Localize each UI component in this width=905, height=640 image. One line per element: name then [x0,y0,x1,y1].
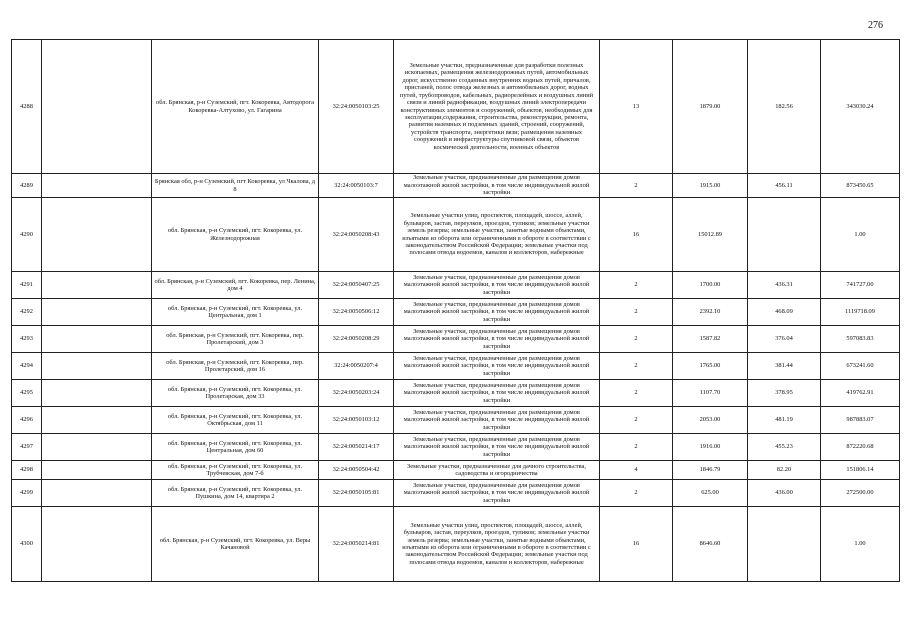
code-cell: 13 [600,40,673,174]
row-id: 4292 [12,299,42,326]
land-purpose-cell: Земельные участки, предназначенные для размещения домов малоэтажной жилой застройки, в том числе индивидуальной жилой застройки [394,272,600,299]
row-id: 4288 [12,40,42,174]
rate-cell: 481.19 [748,407,821,434]
value-cell: 1119718.09 [821,299,900,326]
code-cell: 2 [600,299,673,326]
cadastral-number-cell: 32:24:0050208:43 [319,198,394,272]
row-id: 4299 [12,480,42,507]
area-cell: 1107.70 [673,380,748,407]
rate-cell: 436.00 [748,480,821,507]
address-cell: обл. Брянская, р-н Суземский, пгт. Кокоревка, пер. Пролетарский, дом 16 [152,353,319,380]
area-cell: 1587.82 [673,326,748,353]
address-cell: обл. Брянская, р-н Суземский, пгт. Кокоревка, ул. Пролетарская, дом 33 [152,380,319,407]
rate-cell [748,507,821,582]
rate-cell: 82.20 [748,461,821,480]
cadastral-number-cell: 32:24:0050105:81 [319,480,394,507]
row-id: 4291 [12,272,42,299]
area-cell: 15012.89 [673,198,748,272]
value-cell: 597083.83 [821,326,900,353]
cadastral-number-cell: 32:24:0050214:81 [319,507,394,582]
empty-cell [42,380,152,407]
rate-cell: 456.11 [748,174,821,198]
value-cell: 272500.00 [821,480,900,507]
code-cell: 16 [600,198,673,272]
address-cell: Брянская обл, р-н Суземский, пгт Кокоревка, ул Чкалова, д 8 [152,174,319,198]
land-purpose-cell: Земельные участки, предназначенные для размещения домов малоэтажной жилой застройки, в том числе индивидуальной жилой застройки [394,480,600,507]
table-row [12,299,900,326]
empty-cell [42,40,152,174]
area-cell: 2392.10 [673,299,748,326]
page-number: 276 [868,20,883,31]
land-purpose-cell: Земельные участки, предназначенные для размещения домов малоэтажной жилой застройки, в том числе индивидуальной жилой застройки [394,380,600,407]
row-id: 4300 [12,507,42,582]
address-cell: обл. Брянская, р-н Суземский, пгт. Кокоревка, ул. Трубчевская, дом 7-б [152,461,319,480]
value-cell: 343030.24 [821,40,900,174]
value-cell: 151806.14 [821,461,900,480]
empty-cell [42,198,152,272]
table-row [12,380,900,407]
value-cell: 873450.65 [821,174,900,198]
address-cell: обл. Брянская, р-н Суземский, пгт. Кокоревка, ул. Центральная, дом 60 [152,434,319,461]
address-cell: обл. Брянская, р-н Суземский, пгт. Кокоревка, пер. Ленина, дом 4 [152,272,319,299]
address-cell: обл. Брянская, р-н Суземский, пгт. Кокоревка, ул. Центральная, дом 1 [152,299,319,326]
rate-cell: 468.09 [748,299,821,326]
land-purpose-cell: Земельные участки, предназначенные для размещения домов малоэтажной жилой застройки, в том числе индивидуальной жилой застройки [394,299,600,326]
table-row [12,272,900,299]
area-cell: 1700.00 [673,272,748,299]
cadastral-number-cell: 32:24:0050207:4 [319,353,394,380]
area-cell: 1765.00 [673,353,748,380]
code-cell: 2 [600,326,673,353]
address-cell: обл. Брянская, р-н Суземский, пгт. Кокоревка, пер. Пролетарский, дом 3 [152,326,319,353]
row-id: 4290 [12,198,42,272]
cadastral-number-cell: 32:24:0050103:7 [319,174,394,198]
row-id: 4294 [12,353,42,380]
code-cell: 2 [600,434,673,461]
code-cell: 2 [600,380,673,407]
table-row [12,480,900,507]
value-cell: 1.00 [821,198,900,272]
address-cell: обл. Брянская, р-н Суземский, пгт. Кокоревка, ул. Октябрьская, дом 11 [152,407,319,434]
row-id: 4296 [12,407,42,434]
row-id: 4298 [12,461,42,480]
area-cell: 1915.00 [673,174,748,198]
address-cell: обл. Брянская, р-н Суземский, пгт. Кокоревка, Автодорога Кокоревка-Алтухово, ул. Гагарина [152,40,319,174]
value-cell: 1.00 [821,507,900,582]
land-purpose-cell: Земельные участки улиц, проспектов, площадей, шоссе, аллей, бульваров, застав, переулков, проездов, тупиков; земельные участки земель резерва; земельные участки, занятые водными объектами, изъятыми из оборота или ограниченными в обороте в соответствии с законодательством Российской Федерации; земельные участки под полосами отвода водоемов, каналов и коллекторов, набережные [394,198,600,272]
area-cell: 1879.00 [673,40,748,174]
code-cell: 16 [600,507,673,582]
land-purpose-cell: Земельные участки, предназначенные для размещения домов малоэтажной жилой застройки, в том числе индивидуальной жилой застройки [394,407,600,434]
empty-cell [42,434,152,461]
empty-cell [42,299,152,326]
cadastral-number-cell: 32:24:0050208:29 [319,326,394,353]
empty-cell [42,353,152,380]
rate-cell: 378.95 [748,380,821,407]
empty-cell [42,326,152,353]
empty-cell [42,174,152,198]
land-purpose-cell: Земельные участки, предназначенные для разработки полезных ископаемых, размещения железнодорожных путей, автомобильных дорог, искусственно созданных внутренних водных путей, причалов, пристаней, полос отвода железных и автомобильных дорог, водных путей, трубопроводов, кабельных, радиорелейных и воздушных линий связи и линий радиофикации, воздушных линий электропередачи конструктивных элементов и сооружений, объектов, необходимых для эксплуатации,содержания, строительства, реконструкции, ремонта, развития наземных и подземных зданий, строений, сооружений, устройств транспорта, энергетики вязи; размещения наземных сооружений и инфраструктуры спутниковой связи, объектов космической деятельности, военных объектов [394,40,600,174]
row-id: 4289 [12,174,42,198]
table-row [12,407,900,434]
address-cell: обл. Брянская, р-н Суземский, пгт. Кокоревка, ул. Веры Качановой [152,507,319,582]
address-cell: обл. Брянская, р-н Суземский, пгт. Кокоревка, ул. Пушкина, дом 14, квартира 2 [152,480,319,507]
rate-cell: 436.31 [748,272,821,299]
land-purpose-cell: Земельные участки, предназначенные для размещения домов малоэтажной жилой застройки, в том числе индивидуальной жилой застройки [394,353,600,380]
value-cell: 741727.00 [821,272,900,299]
cadastral-number-cell: 32:24:0050407:25 [319,272,394,299]
row-id: 4293 [12,326,42,353]
area-cell: 1846.79 [673,461,748,480]
value-cell: 419762.91 [821,380,900,407]
table-row [12,40,900,174]
land-purpose-cell: Земельные участки, предназначенные для размещения домов малоэтажной жилой застройки, в том числе индивидуальной жилой застройки [394,434,600,461]
land-purpose-cell: Земельные участки улиц, проспектов, площадей, шоссе, аллей, бульваров, застав, переулков, проездов, тупиков; земельные участки земель резерва; земельные участки, занятые водными объектами, изъятыми из оборота или ограниченными в обороте в соответствии с законодательством Российской Федерации; земельные участки под полосами отвода водоемов, каналов и коллекторов, набережные [394,507,600,582]
table-row [12,461,900,480]
area-cell: 625.00 [673,480,748,507]
table-row [12,507,900,582]
land-purpose-cell: Земельные участки, предназначенные для размещения домов малоэтажной жилой застройки, в том числе индивидуальной жилой застройки [394,174,600,198]
cadastral-number-cell: 32:24:0050103:12 [319,407,394,434]
value-cell: 872220.68 [821,434,900,461]
value-cell: 673241.60 [821,353,900,380]
empty-cell [42,461,152,480]
land-purpose-cell: Земельные участки, предназначенные для дачного строительства, садоводства и огородничества [394,461,600,480]
table-row [12,174,900,198]
code-cell: 2 [600,480,673,507]
area-cell: 2053.00 [673,407,748,434]
code-cell: 2 [600,174,673,198]
land-purpose-cell: Земельные участки, предназначенные для размещения домов малоэтажной жилой застройки, в том числе индивидуальной жилой застройки [394,326,600,353]
cadastral-number-cell: 32:24:0050506:12 [319,299,394,326]
cadastral-number-cell: 32:24:0050103:25 [319,40,394,174]
table-row [12,353,900,380]
empty-cell [42,480,152,507]
value-cell: 987883.07 [821,407,900,434]
rate-cell [748,198,821,272]
code-cell: 4 [600,461,673,480]
cadastral-number-cell: 32:24:0050214:17 [319,434,394,461]
area-cell: 8646.60 [673,507,748,582]
row-id: 4295 [12,380,42,407]
code-cell: 2 [600,272,673,299]
code-cell: 2 [600,407,673,434]
rate-cell: 381.44 [748,353,821,380]
address-cell: обл. Брянская, р-н Суземский, пгт. Кокоревка, ул. Железнодорожная [152,198,319,272]
cadastral-number-cell: 32:24:0050504:42 [319,461,394,480]
empty-cell [42,507,152,582]
land-registry-table [11,39,900,582]
table-row [12,198,900,272]
empty-cell [42,407,152,434]
rate-cell: 376.04 [748,326,821,353]
rate-cell: 182.56 [748,40,821,174]
row-id: 4297 [12,434,42,461]
empty-cell [42,272,152,299]
table-row [12,434,900,461]
table-row [12,326,900,353]
code-cell: 2 [600,353,673,380]
cadastral-number-cell: 32:24:0050203:24 [319,380,394,407]
area-cell: 1916.00 [673,434,748,461]
rate-cell: 455.23 [748,434,821,461]
